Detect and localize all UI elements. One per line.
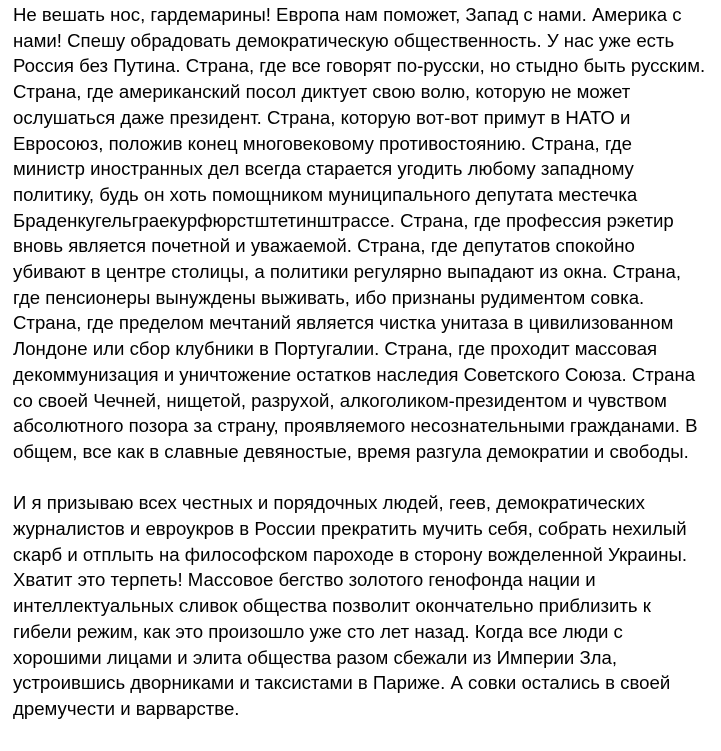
text-line: И я призываю всех честных и порядочных людей, геев, демократических [13,492,645,514]
text-line: убивают в центре столицы, а политики регулярно выпадают из окна. Страна, [13,261,682,283]
text-line: вновь является почетной и уважаемой. Страна, где депутатов спокойно [13,235,635,257]
text-line: министр иностранных дел всегда старается угодить любому западному [13,158,634,180]
text-line: устроившись дворниками и таксистами в Париже. А совки остались в своей [13,672,671,694]
text-line: гибели режим, как это произошло уже сто лет назад. Когда все люди с [13,620,623,642]
text-line: ослушаться даже президент. Страна, которую вот-вот примут в НАТО и [13,106,631,128]
text-line: политику, будь он хоть помощником муниципального депутата местечка [13,183,638,205]
text-line: журналистов и евроукров в России прекратить мучить себя, собрать нехилый [13,518,687,540]
paragraph-1 [13,2,715,465]
text-line: хорошими лицами и элита общества разом сбежали из Империи Зла, [13,646,618,668]
text-line: скарб и отплыть на философском пароходе в сторону вожделенной Украины. [13,543,687,565]
text-line: Не вешать нос, гардемарины! Европа нам поможет, Запад с нами. Америка с [13,4,682,25]
text-line: Страна, где пределом мечтаний является чистка унитаза в цивилизованном [13,312,674,334]
text-line: нами! Спешу обрадовать демократическую общественность. У нас уже есть [13,29,675,51]
text-line: Евросоюз, положив конец многовековому противостоянию. Страна, где [13,132,632,154]
post-text [13,2,715,722]
text-line: Браденкугельграекурфюрстштетинштрассе. Страна, где профессия рэкетир [13,209,674,231]
text-line: Страна, где американский посол диктует свою волю, которую не может [13,81,631,103]
text-line: где пенсионеры вынуждены выживать, ибо признаны рудиментом совка. [13,286,645,308]
text-line: Россия без Путина. Страна, где все говорят по-русски, но стыдно быть русским. [13,55,706,77]
text-line: декоммунизация и уничтожение остатков наследия Советского Союза. Страна [13,363,696,385]
paragraph-2 [13,490,715,721]
text-line: общем, все как в славные девяностые, время разгула демократии и свободы. [13,440,689,462]
paragraph-gap [13,465,715,491]
text-line: со своей Чечней, нищетой, разрухой, алкоголиком-президентом и чувством [13,389,667,411]
text-line: Лондоне или сбор клубники в Португалии. Страна, где проходит массовая [13,338,658,360]
text-line: абсолютного позора за страну, проявляемого несознательными гражданами. В [13,415,698,437]
text-line: интеллектуальных сливок общества позволит окончательно приблизить к [13,595,651,617]
text-line: Хватит это терпеть! Массовое бегство золотого генофонда нации и [13,569,596,591]
text-line: дремучести и варварстве. [13,697,240,719]
